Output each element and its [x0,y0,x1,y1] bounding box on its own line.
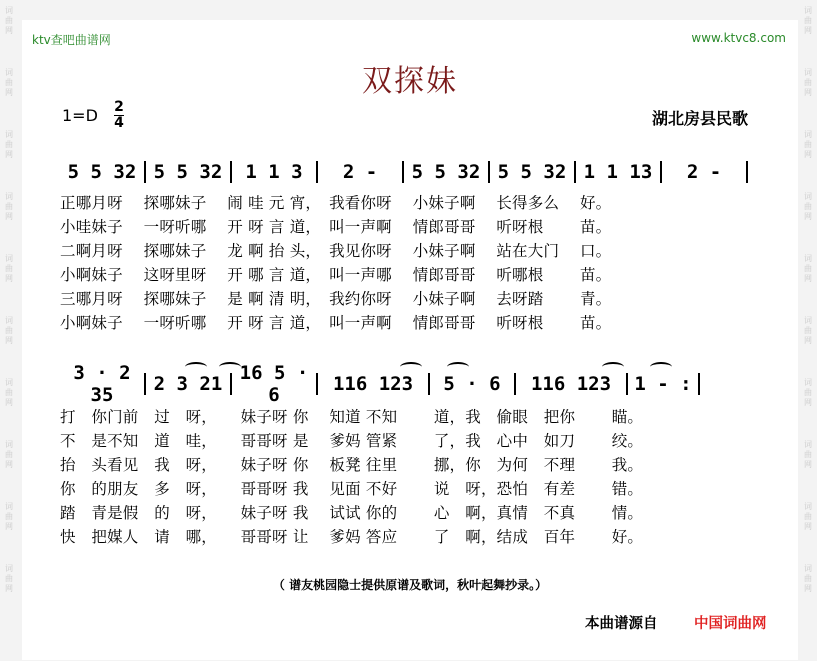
lyric-line: 小哇妹子 一呀听哪 开 呀 言 道， 叫一声啊 情郎哥哥 听呀根 苗。 [60,218,612,236]
slur-mark [650,362,672,372]
measure: 5 5 32 [67,161,137,183]
measure: 116 123 [530,373,612,395]
measure: 16 5 · 6 [239,362,309,406]
slur-mark [400,362,422,372]
source-link-right[interactable]: www.ktvc8.com [691,31,786,45]
watermark: 词 曲 网 [804,192,812,221]
lyric-line: 快 把媒人 请 哪， 哥哥呀 让 爹妈 答应 了 啊，结成 百年 好。 [60,528,644,546]
watermark: 词 曲 网 [5,502,13,531]
watermark: 词 曲 网 [5,316,13,345]
watermark: 词 曲 网 [5,192,13,221]
watermark: 词 曲 网 [5,6,13,35]
lyric-line: 踏 青是假 的 呀， 妹子呀 我 试试 你的 心 啊，真情 不真 情。 [60,504,644,522]
measure: 2 3 21 [153,373,223,395]
watermark: 词 曲 网 [5,378,13,407]
lyric-line: 打 你门前 过 呀， 妹子呀 你 知道 不知 道，我 偷眼 把你 瞄。 [60,408,644,426]
lyric-line: 不 是不知 道 哇， 哥哥呀 是 爹妈 管紧 了，我 心中 如刀 绞。 [60,432,644,450]
lyric-line: 你 的朋友 多 呀， 哥哥呀 我 见面 不好 说 呀，恐怕 有差 错。 [60,480,644,498]
watermark: 词 曲 网 [804,6,812,35]
measure: 1 1 3 [245,161,303,183]
watermark: 词 曲 网 [804,130,812,159]
watermark: 词 曲 网 [804,254,812,283]
time-signature-bottom: 4 [114,115,124,131]
watermark: 词 曲 网 [5,440,13,469]
lyric-line: 小啊妹子 这呀里呀 开 哪 言 道， 叫一声哪 情郎哥哥 听哪根 苗。 [60,266,612,284]
watermark: 词 曲 网 [804,440,812,469]
measure: 2 - [686,161,722,183]
transcription-credit: （ 谱友桃园隐士提供原谱及歌词，秋叶起舞抄录。） [272,578,548,592]
score-sheet [22,20,798,660]
watermark: 词 曲 网 [804,316,812,345]
measure: 5 5 32 [153,161,223,183]
lyric-line: 三哪月呀 探哪妹子 是 啊 清 明， 我约你呀 小妹子啊 去呀踏 青。 [60,290,612,308]
watermark: 词 曲 网 [5,564,13,593]
lyric-line: 正哪月呀 探哪妹子 闹 哇 元 宵， 我看你呀 小妹子啊 长得多么 好。 [60,194,612,212]
measure: 116 123 [332,373,414,395]
right-watermark-strip [799,0,817,661]
slur-mark [447,362,469,372]
measure: 5 5 32 [497,161,567,183]
notation-line-2 [60,362,780,406]
watermark: 词 曲 网 [804,502,812,531]
time-signature [114,100,124,131]
measure: 1 - : [634,373,692,395]
notation-line-1 [60,160,780,184]
lyric-line: 小啊妹子 一呀听哪 开 呀 言 道， 叫一声啊 情郎哥哥 听呀根 苗。 [60,314,612,332]
measure: 5 5 32 [411,161,481,183]
watermark: 词 曲 网 [5,68,13,97]
measure: 2 - [342,161,378,183]
song-title: 双探妹 [362,64,458,99]
measure: 3 · 2 35 [73,362,131,406]
song-origin: 湖北房县民歌 [651,109,748,128]
slur-mark [185,362,207,372]
time-signature-top: 2 [114,99,124,115]
watermark: 词 曲 网 [5,254,13,283]
measure: 1 1 13 [583,161,653,183]
watermark: 词 曲 网 [5,130,13,159]
left-watermark-strip [0,0,18,661]
measure: 5 · 6 [443,373,501,395]
key-signature: 1=D [62,106,98,125]
watermark: 词 曲 网 [804,378,812,407]
lyric-line: 抬 头看见 我 呀， 妹子呀 你 板凳 往里 挪，你 为何 不理 我。 [60,456,644,474]
source-link-left[interactable]: ktv查吧曲谱网 [32,33,111,47]
watermark: 词 曲 网 [804,68,812,97]
footer-source-label: 本曲谱源自 [585,616,658,632]
lyric-line: 二啊月呀 探哪妹子 龙 啊 抬 头， 我见你呀 小妹子啊 站在大门 口。 [60,242,612,260]
footer-site-link[interactable]: 中国词曲网 [694,616,767,632]
slur-mark [602,362,624,372]
watermark: 词 曲 网 [804,564,812,593]
